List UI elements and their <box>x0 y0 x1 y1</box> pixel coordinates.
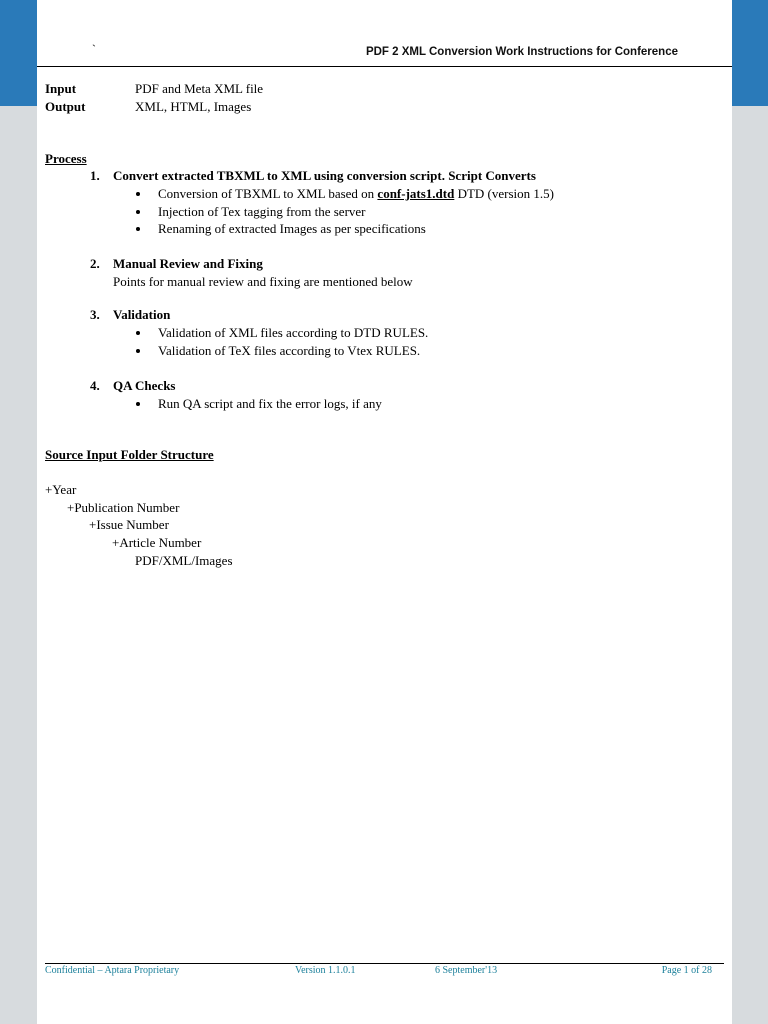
header-title: PDF 2 XML Conversion Work Instructions for Conference <box>365 46 678 58</box>
output-label: Output <box>45 99 86 114</box>
input-label: Input <box>45 81 77 96</box>
step-4-bullet-1: Run QA script and fix the error logs, if any <box>158 396 382 411</box>
header-tick-mark: ` <box>92 42 96 56</box>
output-value: XML, HTML, Images <box>135 99 252 114</box>
step-4-number: 4. <box>90 378 100 393</box>
step-2-note: Points for manual review and fixing are mentioned below <box>113 274 413 289</box>
step-2-title: Manual Review and Fixing <box>113 256 263 271</box>
footer-rule <box>45 963 724 964</box>
step-1-bullet-3: Renaming of extracted Images as per specifications <box>158 221 426 236</box>
header-rule <box>37 66 732 67</box>
tree-year: +Year <box>45 482 77 497</box>
footer-version: Version 1.1.0.1 <box>295 965 356 976</box>
dtd-reference: conf-jats1.dtd <box>377 186 455 201</box>
left-blue-band <box>0 0 37 106</box>
bullet-text: DTD (version 1.5) <box>454 186 554 201</box>
step-3-bullet-1: Validation of XML files according to DTD RULES. <box>158 325 429 340</box>
step-1-number: 1. <box>90 168 100 183</box>
footer-page-number: Page 1 of 28 <box>661 965 712 976</box>
step-1-bullet-1 <box>158 186 554 202</box>
footer-confidential: Confidential – Aptara Proprietary <box>45 965 180 976</box>
step-1-title: Convert extracted TBXML to XML using conversion script. Script Converts <box>113 168 536 183</box>
tree-publication-number: +Publication Number <box>67 500 180 515</box>
step-4-title: QA Checks <box>113 378 176 393</box>
step-3-number: 3. <box>90 307 100 322</box>
footer-date: 6 September'13 <box>435 965 498 976</box>
step-2-number: 2. <box>90 256 100 271</box>
step-1-bullet-2: Injection of Tex tagging from the server <box>158 204 366 219</box>
source-heading: Source Input Folder Structure <box>45 447 214 462</box>
tree-article-number: +Article Number <box>112 535 202 550</box>
input-value: PDF and Meta XML file <box>135 81 264 96</box>
bullet-text: Conversion of TBXML to XML based on <box>158 186 378 201</box>
tree-issue-number: +Issue Number <box>89 517 169 532</box>
step-3-bullet-2: Validation of TeX files according to Vtex RULES. <box>158 343 421 358</box>
tree-files: PDF/XML/Images <box>135 553 233 568</box>
document-page <box>37 0 732 1024</box>
process-heading: Process <box>45 151 87 166</box>
step-3-title: Validation <box>113 307 171 322</box>
right-blue-band <box>732 0 768 106</box>
